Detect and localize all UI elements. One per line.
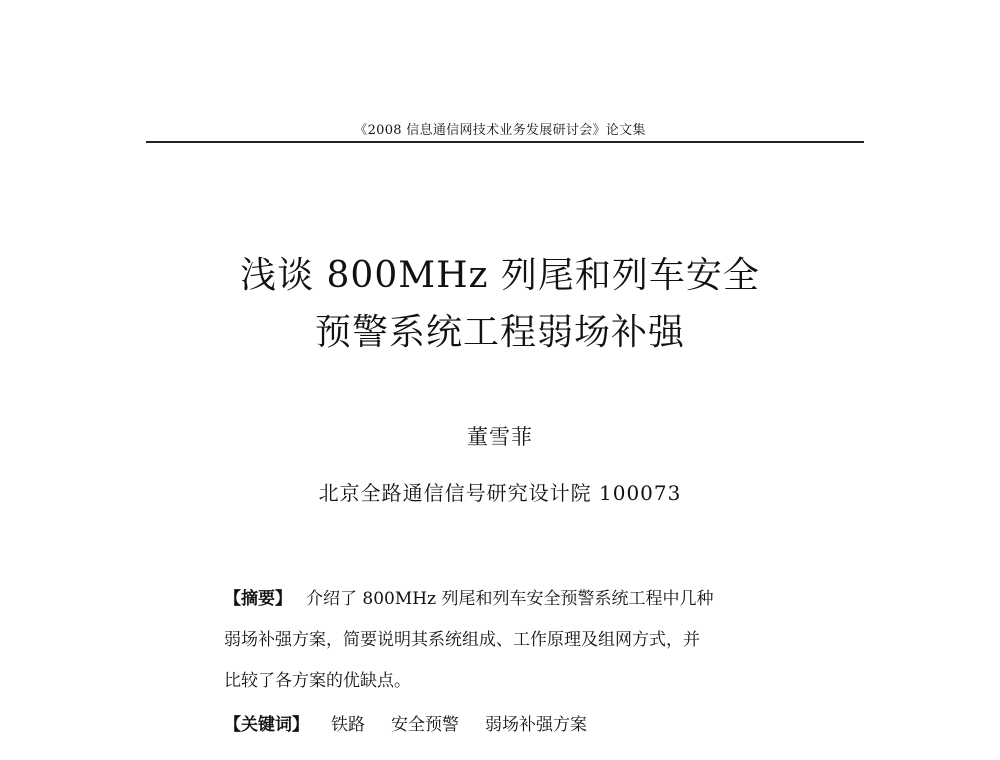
keywords-label: 【关键词】 [224, 715, 309, 735]
abstract-line-2: 弱场补强方案，简要说明其系统组成、工作原理及组网方式，并 [224, 630, 700, 650]
abstract-line-1 [224, 584, 713, 609]
running-header: 《2008 信息通信网技术业务发展研讨会》论文集 [354, 123, 646, 138]
abstract-label: 【摘要】 [224, 589, 292, 609]
keyword-item: 安全预警 [391, 715, 459, 735]
header-rule [146, 141, 864, 143]
keyword-item: 铁路 [331, 715, 365, 735]
keywords-line [224, 710, 613, 735]
abstract-line-3: 比较了各方案的优缺点。 [224, 671, 411, 691]
author-affiliation: 北京全路通信信号研究设计院 100073 [318, 481, 682, 505]
abstract-text-1: 介绍了 800MHz 列尾和列车安全预警系统工程中几种 [306, 589, 714, 609]
paper-title-line-1: 浅谈 800MHz 列尾和列车安全 [240, 255, 760, 296]
keyword-item: 弱场补强方案 [485, 715, 587, 735]
paper-title-line-2: 预警系统工程弱场补强 [314, 312, 685, 353]
author-name: 董雪菲 [467, 425, 533, 449]
